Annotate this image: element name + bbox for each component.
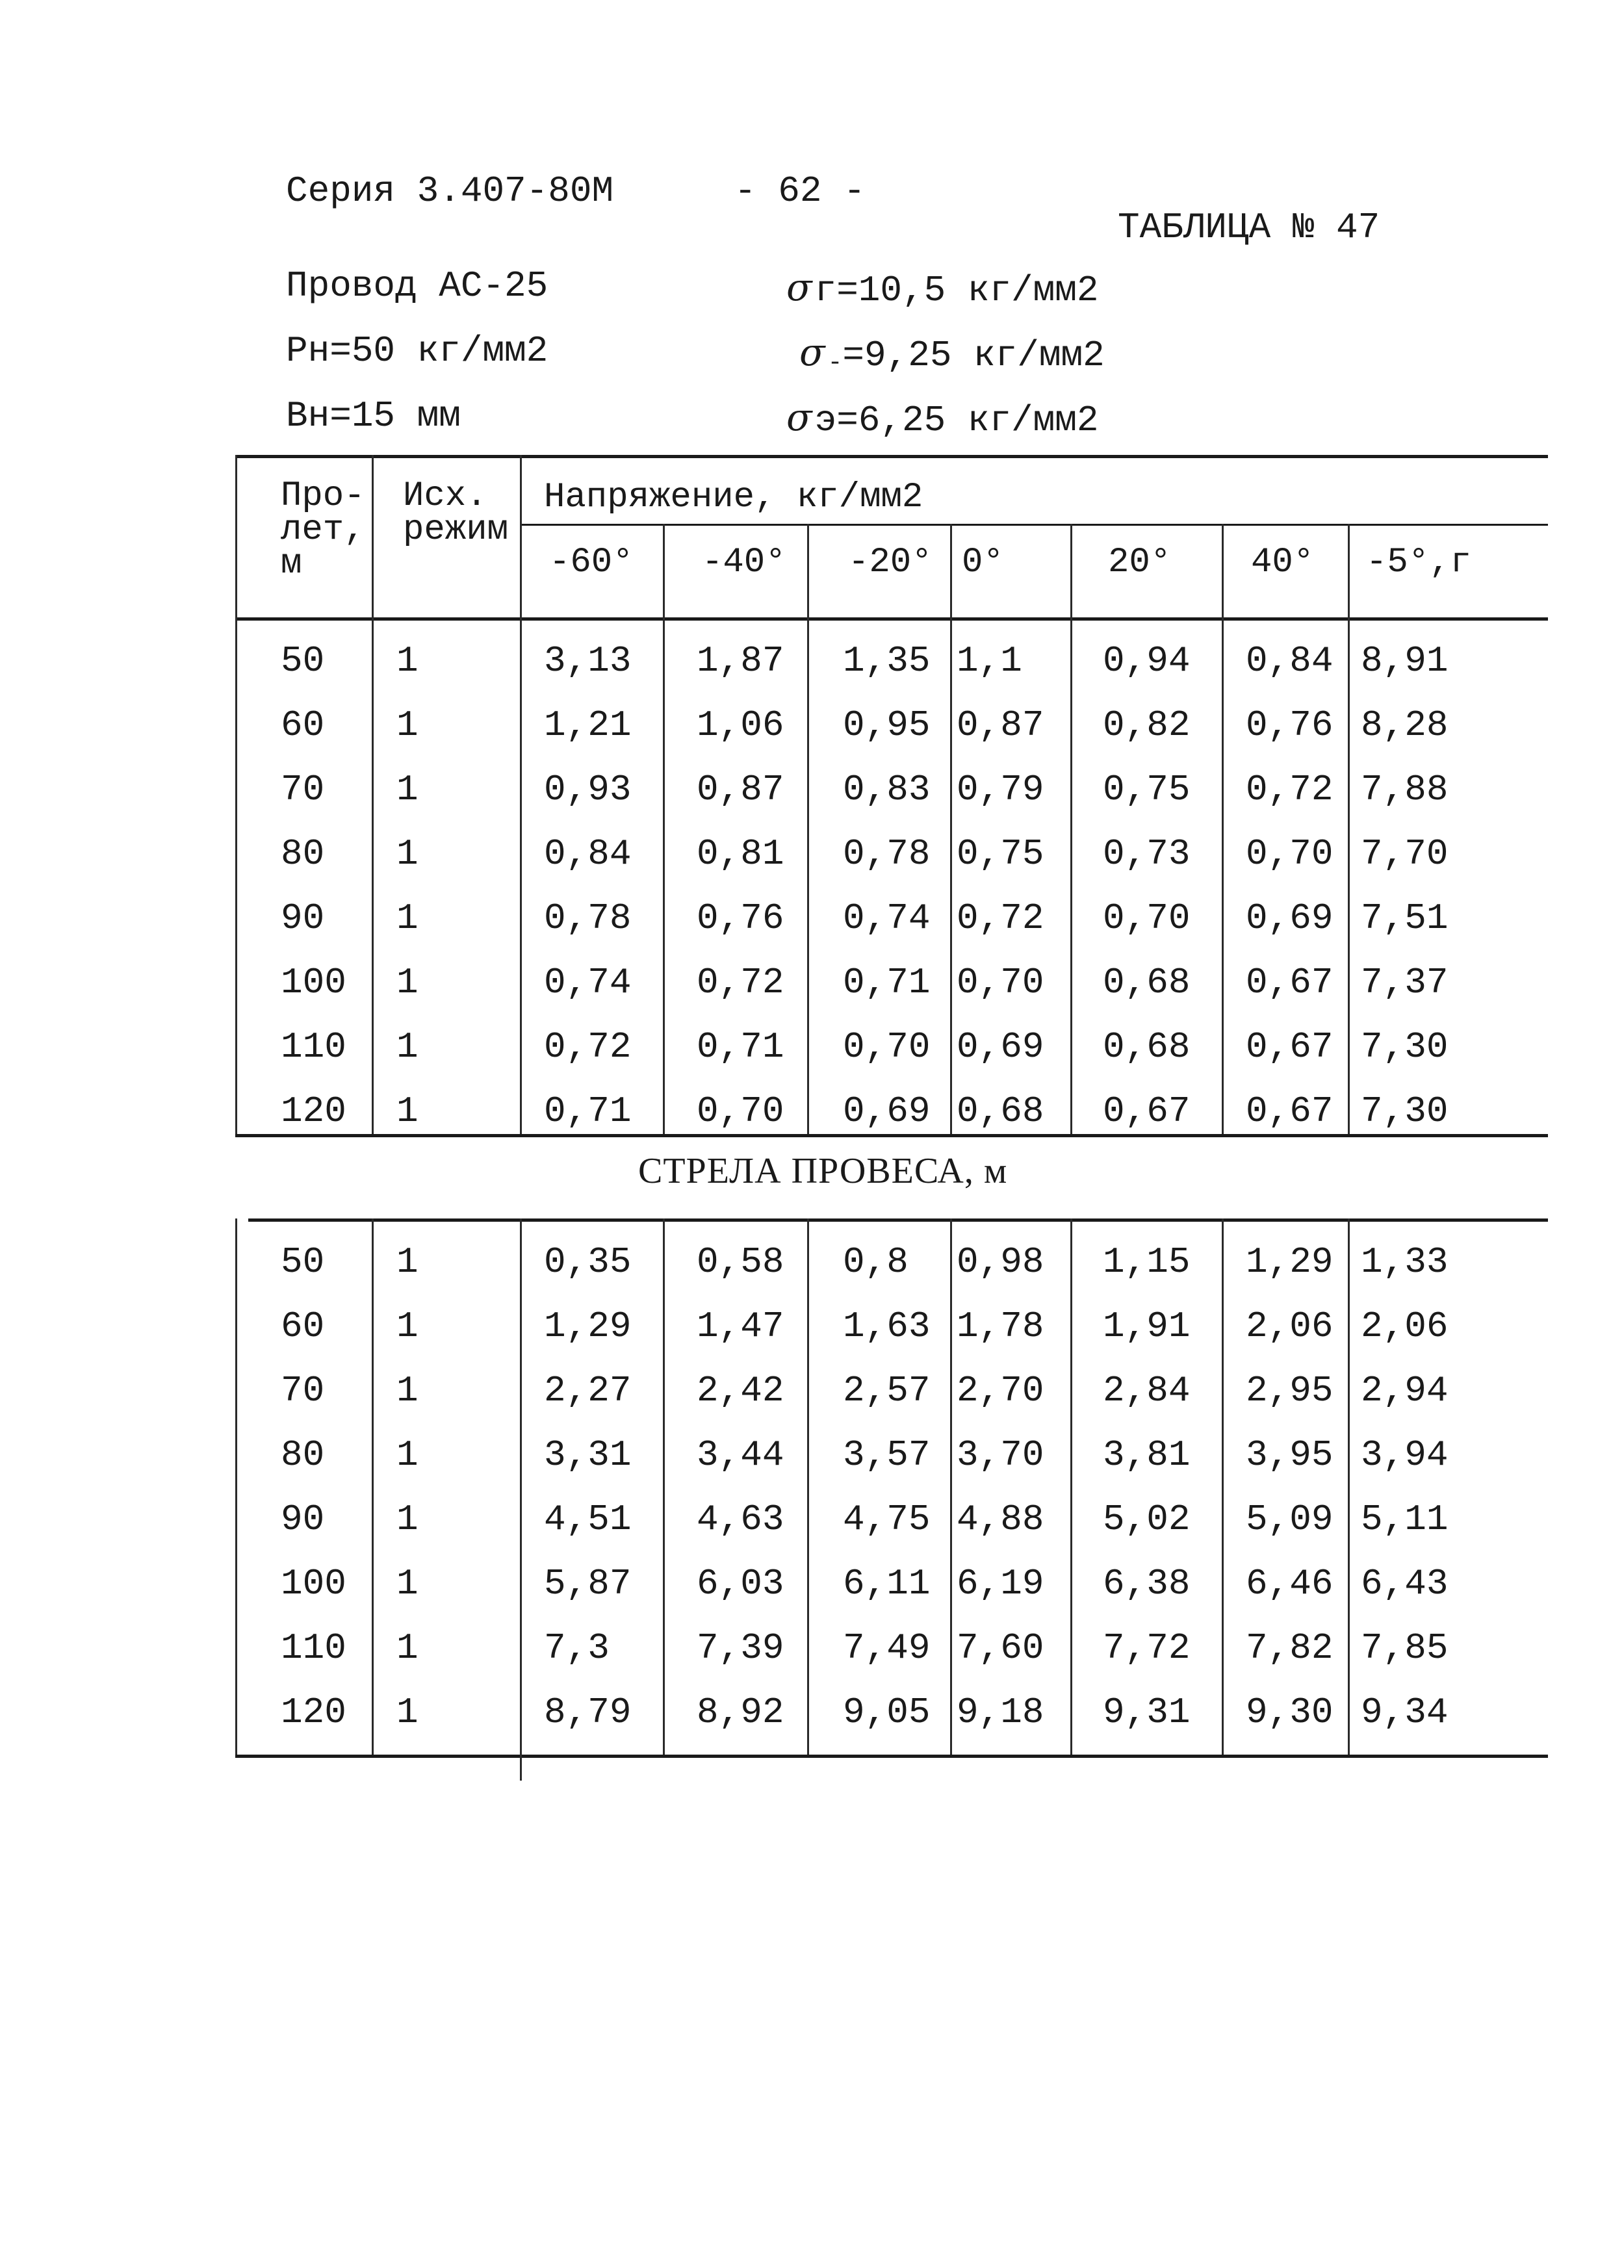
divider-col-5	[1222, 524, 1224, 1134]
table-cell: 2,06	[1246, 1306, 1334, 1347]
table-cell: 0,76	[697, 897, 784, 939]
table-cell: 0,72	[957, 897, 1044, 939]
sigma-symbol: σ	[786, 265, 812, 309]
table-cell: 7,51	[1361, 897, 1449, 939]
table-cell: 1,33	[1361, 1241, 1449, 1283]
page-number: - 62 -	[734, 170, 866, 212]
table-row-span: 60	[281, 1306, 325, 1347]
table-cell: 0,70	[1103, 897, 1191, 939]
table-cell: 7,82	[1246, 1627, 1334, 1669]
table-row-span: 70	[281, 1370, 325, 1411]
sag-section-title: СТРЕЛА ПРОВЕСА, м	[638, 1151, 1008, 1191]
table-cell: 0,72	[1246, 769, 1334, 810]
table-cell: 7,72	[1103, 1627, 1191, 1669]
wire-type: Провод АС-25	[286, 265, 548, 307]
table-cell: 6,43	[1361, 1563, 1449, 1604]
table-row-span: 110	[281, 1627, 346, 1669]
col-header-temp: -20°	[848, 543, 933, 582]
table-row-mode: 1	[396, 1090, 419, 1132]
table-cell: 1,15	[1103, 1241, 1191, 1283]
table-cell: 7,30	[1361, 1026, 1449, 1068]
divider-col-4	[1070, 524, 1072, 1134]
table-row-span: 90	[281, 897, 325, 939]
divider-col-4-sag	[1070, 1218, 1072, 1755]
table-row-span: 50	[281, 1241, 325, 1283]
table-cell: 3,94	[1361, 1434, 1449, 1476]
table-cell: 0,8	[843, 1241, 909, 1283]
table-cell: 0,71	[544, 1090, 632, 1132]
data-table	[235, 455, 1548, 1781]
table-cell: 2,42	[697, 1370, 784, 1411]
table-cell: 9,31	[1103, 1692, 1191, 1733]
sigma-symbol: σ	[786, 395, 812, 439]
col-header-temp: -40°	[702, 543, 786, 582]
table-cell: 8,28	[1361, 704, 1449, 746]
table-cell: 5,11	[1361, 1499, 1449, 1540]
table-cell: 1,06	[697, 704, 784, 746]
table-cell: 0,78	[843, 833, 931, 875]
table-row-mode: 1	[396, 1370, 419, 1411]
sigma-g-value: г=10,5 кг/мм2	[814, 270, 1099, 311]
col-header-temp: 20°	[1108, 543, 1172, 582]
table-cell: 9,18	[957, 1692, 1044, 1733]
table-cell: 0,87	[957, 704, 1044, 746]
table-cell: 1,29	[544, 1306, 632, 1347]
sag-top-rule	[248, 1218, 1548, 1222]
left-border-sag	[235, 1218, 237, 1755]
table-cell: 1,29	[1246, 1241, 1334, 1283]
table-cell: 7,3	[544, 1627, 610, 1669]
table-cell: 0,70	[843, 1026, 931, 1068]
sigma-minus	[799, 330, 1105, 377]
table-cell: 0,83	[843, 769, 931, 810]
table-cell: 4,51	[544, 1499, 632, 1540]
table-cell: 8,92	[697, 1692, 784, 1733]
table-cell: 2,57	[843, 1370, 931, 1411]
table-cell: 0,58	[697, 1241, 784, 1283]
table-row-mode: 1	[396, 769, 419, 810]
divider-col-5-sag	[1222, 1218, 1224, 1755]
table-cell: 0,81	[697, 833, 784, 875]
table-row-mode: 1	[396, 704, 419, 746]
table-row-span: 100	[281, 1563, 346, 1604]
table-cell: 0,93	[544, 769, 632, 810]
table-cell: 8,91	[1361, 640, 1449, 682]
table-row-span: 80	[281, 833, 325, 875]
table-cell: 3,81	[1103, 1434, 1191, 1476]
table-top-rule	[235, 455, 1548, 458]
sigma-minus-sub: -	[827, 349, 843, 377]
table-row-mode: 1	[396, 640, 419, 682]
table-cell: 6,38	[1103, 1563, 1191, 1604]
table-cell: 3,44	[697, 1434, 784, 1476]
table-cell: 0,72	[697, 962, 784, 1003]
table-row-mode: 1	[396, 1306, 419, 1347]
col-header-mode: Исх. режим	[403, 476, 509, 550]
divider-col-3-sag	[950, 1218, 952, 1755]
table-cell: 0,94	[1103, 640, 1191, 682]
table-cell: 9,05	[843, 1692, 931, 1733]
table-cell: 7,60	[957, 1627, 1044, 1669]
table-number: ТАБЛИЦА № 47	[1118, 207, 1380, 248]
table-cell: 7,39	[697, 1627, 784, 1669]
sigma-minus-value: =9,25 кг/мм2	[842, 335, 1105, 376]
table-cell: 0,67	[1103, 1090, 1191, 1132]
table-cell: 0,68	[1103, 1026, 1191, 1068]
table-cell: 0,70	[697, 1090, 784, 1132]
table-cell: 1,47	[697, 1306, 784, 1347]
table-cell: 0,71	[843, 962, 931, 1003]
table-cell: 1,63	[843, 1306, 931, 1347]
table-cell: 2,06	[1361, 1306, 1449, 1347]
table-cell: 0,84	[544, 833, 632, 875]
series-label: Серия 3.407-80М	[286, 170, 614, 212]
table-row-span: 80	[281, 1434, 325, 1476]
table-cell: 0,87	[697, 769, 784, 810]
table-cell: 0,79	[957, 769, 1044, 810]
stress-bottom-rule	[235, 1134, 1548, 1137]
divider-col-1	[663, 524, 665, 1134]
table-row-mode: 1	[396, 1241, 419, 1283]
table-cell: 0,35	[544, 1241, 632, 1283]
table-row-mode: 1	[396, 962, 419, 1003]
table-cell: 1,1	[957, 640, 1022, 682]
left-border	[235, 455, 237, 1134]
table-cell: 0,67	[1246, 962, 1334, 1003]
table-cell: 2,27	[544, 1370, 632, 1411]
table-cell: 3,70	[957, 1434, 1044, 1476]
sigma-symbol: σ	[799, 330, 825, 374]
table-row-mode: 1	[396, 1692, 419, 1733]
table-cell: 0,76	[1246, 704, 1334, 746]
table-cell: 6,46	[1246, 1563, 1334, 1604]
table-cell: 3,31	[544, 1434, 632, 1476]
table-bottom-rule	[235, 1755, 1548, 1758]
table-cell: 0,67	[1246, 1026, 1334, 1068]
table-cell: 2,84	[1103, 1370, 1191, 1411]
table-row-mode: 1	[396, 1434, 419, 1476]
table-cell: 1,35	[843, 640, 931, 682]
table-cell: 4,88	[957, 1499, 1044, 1540]
table-row-mode: 1	[396, 1026, 419, 1068]
divider-span-mode-sag	[372, 1218, 374, 1755]
col-header-span: Про- лет, м	[281, 476, 365, 584]
rated-pressure: Рн=50 кг/мм2	[286, 330, 548, 372]
divider-col-6	[1348, 524, 1350, 1134]
table-cell: 0,73	[1103, 833, 1191, 875]
divider-col-6-sag	[1348, 1218, 1350, 1755]
table-row-mode: 1	[396, 897, 419, 939]
table-cell: 8,79	[544, 1692, 632, 1733]
table-row-span: 120	[281, 1090, 346, 1132]
table-cell: 1,87	[697, 640, 784, 682]
sigma-g	[786, 265, 1098, 311]
col-header-stress-group: Напряжение, кг/мм2	[544, 478, 923, 517]
divider-col-2-sag	[807, 1218, 809, 1755]
table-cell: 0,68	[957, 1090, 1044, 1132]
table-cell: 2,95	[1246, 1370, 1334, 1411]
table-cell: 2,94	[1361, 1370, 1449, 1411]
table-row-mode: 1	[396, 1627, 419, 1669]
table-cell: 4,63	[697, 1499, 784, 1540]
divider-mode-values	[520, 455, 522, 1134]
table-cell: 5,09	[1246, 1499, 1334, 1540]
table-cell: 0,75	[1103, 769, 1191, 810]
table-row-span: 110	[281, 1026, 346, 1068]
table-row-span: 120	[281, 1692, 346, 1733]
group-header-rule	[520, 524, 1548, 526]
table-cell: 9,34	[1361, 1692, 1449, 1733]
col-header-temp: -5°,г	[1366, 543, 1472, 582]
table-row-span: 70	[281, 769, 325, 810]
table-cell: 4,75	[843, 1499, 931, 1540]
table-cell: 0,84	[1246, 640, 1334, 682]
divider-span-mode	[372, 455, 374, 1134]
table-row-mode: 1	[396, 1563, 419, 1604]
divider-col-1-sag	[663, 1218, 665, 1755]
col-header-temp: 40°	[1251, 543, 1315, 582]
table-cell: 7,49	[843, 1627, 931, 1669]
table-cell: 0,68	[1103, 962, 1191, 1003]
table-cell: 0,98	[957, 1241, 1044, 1283]
table-cell: 1,91	[1103, 1306, 1191, 1347]
table-row-mode: 1	[396, 1499, 419, 1540]
table-row-span: 90	[281, 1499, 325, 1540]
table-row-span: 50	[281, 640, 325, 682]
table-cell: 3,57	[843, 1434, 931, 1476]
table-cell: 0,74	[544, 962, 632, 1003]
table-cell: 1,78	[957, 1306, 1044, 1347]
table-cell: 0,69	[957, 1026, 1044, 1068]
divider-col-2	[807, 524, 809, 1134]
table-cell: 7,88	[1361, 769, 1449, 810]
table-cell: 0,72	[544, 1026, 632, 1068]
table-cell: 0,70	[957, 962, 1044, 1003]
table-cell: 0,95	[843, 704, 931, 746]
header-bottom-rule	[235, 617, 1548, 621]
table-row-span: 60	[281, 704, 325, 746]
table-cell: 5,87	[544, 1563, 632, 1604]
col-header-temp: 0°	[962, 543, 1004, 582]
sigma-e	[786, 395, 1098, 441]
ice-thickness: Вн=15 мм	[286, 395, 461, 437]
table-cell: 6,03	[697, 1563, 784, 1604]
table-cell: 0,74	[843, 897, 931, 939]
table-cell: 9,30	[1246, 1692, 1334, 1733]
table-row-mode: 1	[396, 833, 419, 875]
table-cell: 7,70	[1361, 833, 1449, 875]
table-row-span: 100	[281, 962, 346, 1003]
table-cell: 3,13	[544, 640, 632, 682]
col-header-temp: -60°	[549, 543, 634, 582]
sigma-e-value: э=6,25 кг/мм2	[814, 400, 1099, 441]
table-cell: 3,95	[1246, 1434, 1334, 1476]
table-cell: 0,82	[1103, 704, 1191, 746]
table-cell: 0,69	[1246, 897, 1334, 939]
table-cell: 5,02	[1103, 1499, 1191, 1540]
table-cell: 0,67	[1246, 1090, 1334, 1132]
table-cell: 0,78	[544, 897, 632, 939]
table-cell: 7,85	[1361, 1627, 1449, 1669]
table-cell: 7,30	[1361, 1090, 1449, 1132]
divider-col-3	[950, 524, 952, 1134]
table-cell: 6,19	[957, 1563, 1044, 1604]
table-cell: 7,37	[1361, 962, 1449, 1003]
divider-mode-values-sag	[520, 1218, 522, 1781]
table-cell: 2,70	[957, 1370, 1044, 1411]
table-cell: 0,71	[697, 1026, 784, 1068]
table-cell: 0,70	[1246, 833, 1334, 875]
table-cell: 6,11	[843, 1563, 931, 1604]
table-cell: 0,69	[843, 1090, 931, 1132]
table-cell: 1,21	[544, 704, 632, 746]
table-cell: 0,75	[957, 833, 1044, 875]
